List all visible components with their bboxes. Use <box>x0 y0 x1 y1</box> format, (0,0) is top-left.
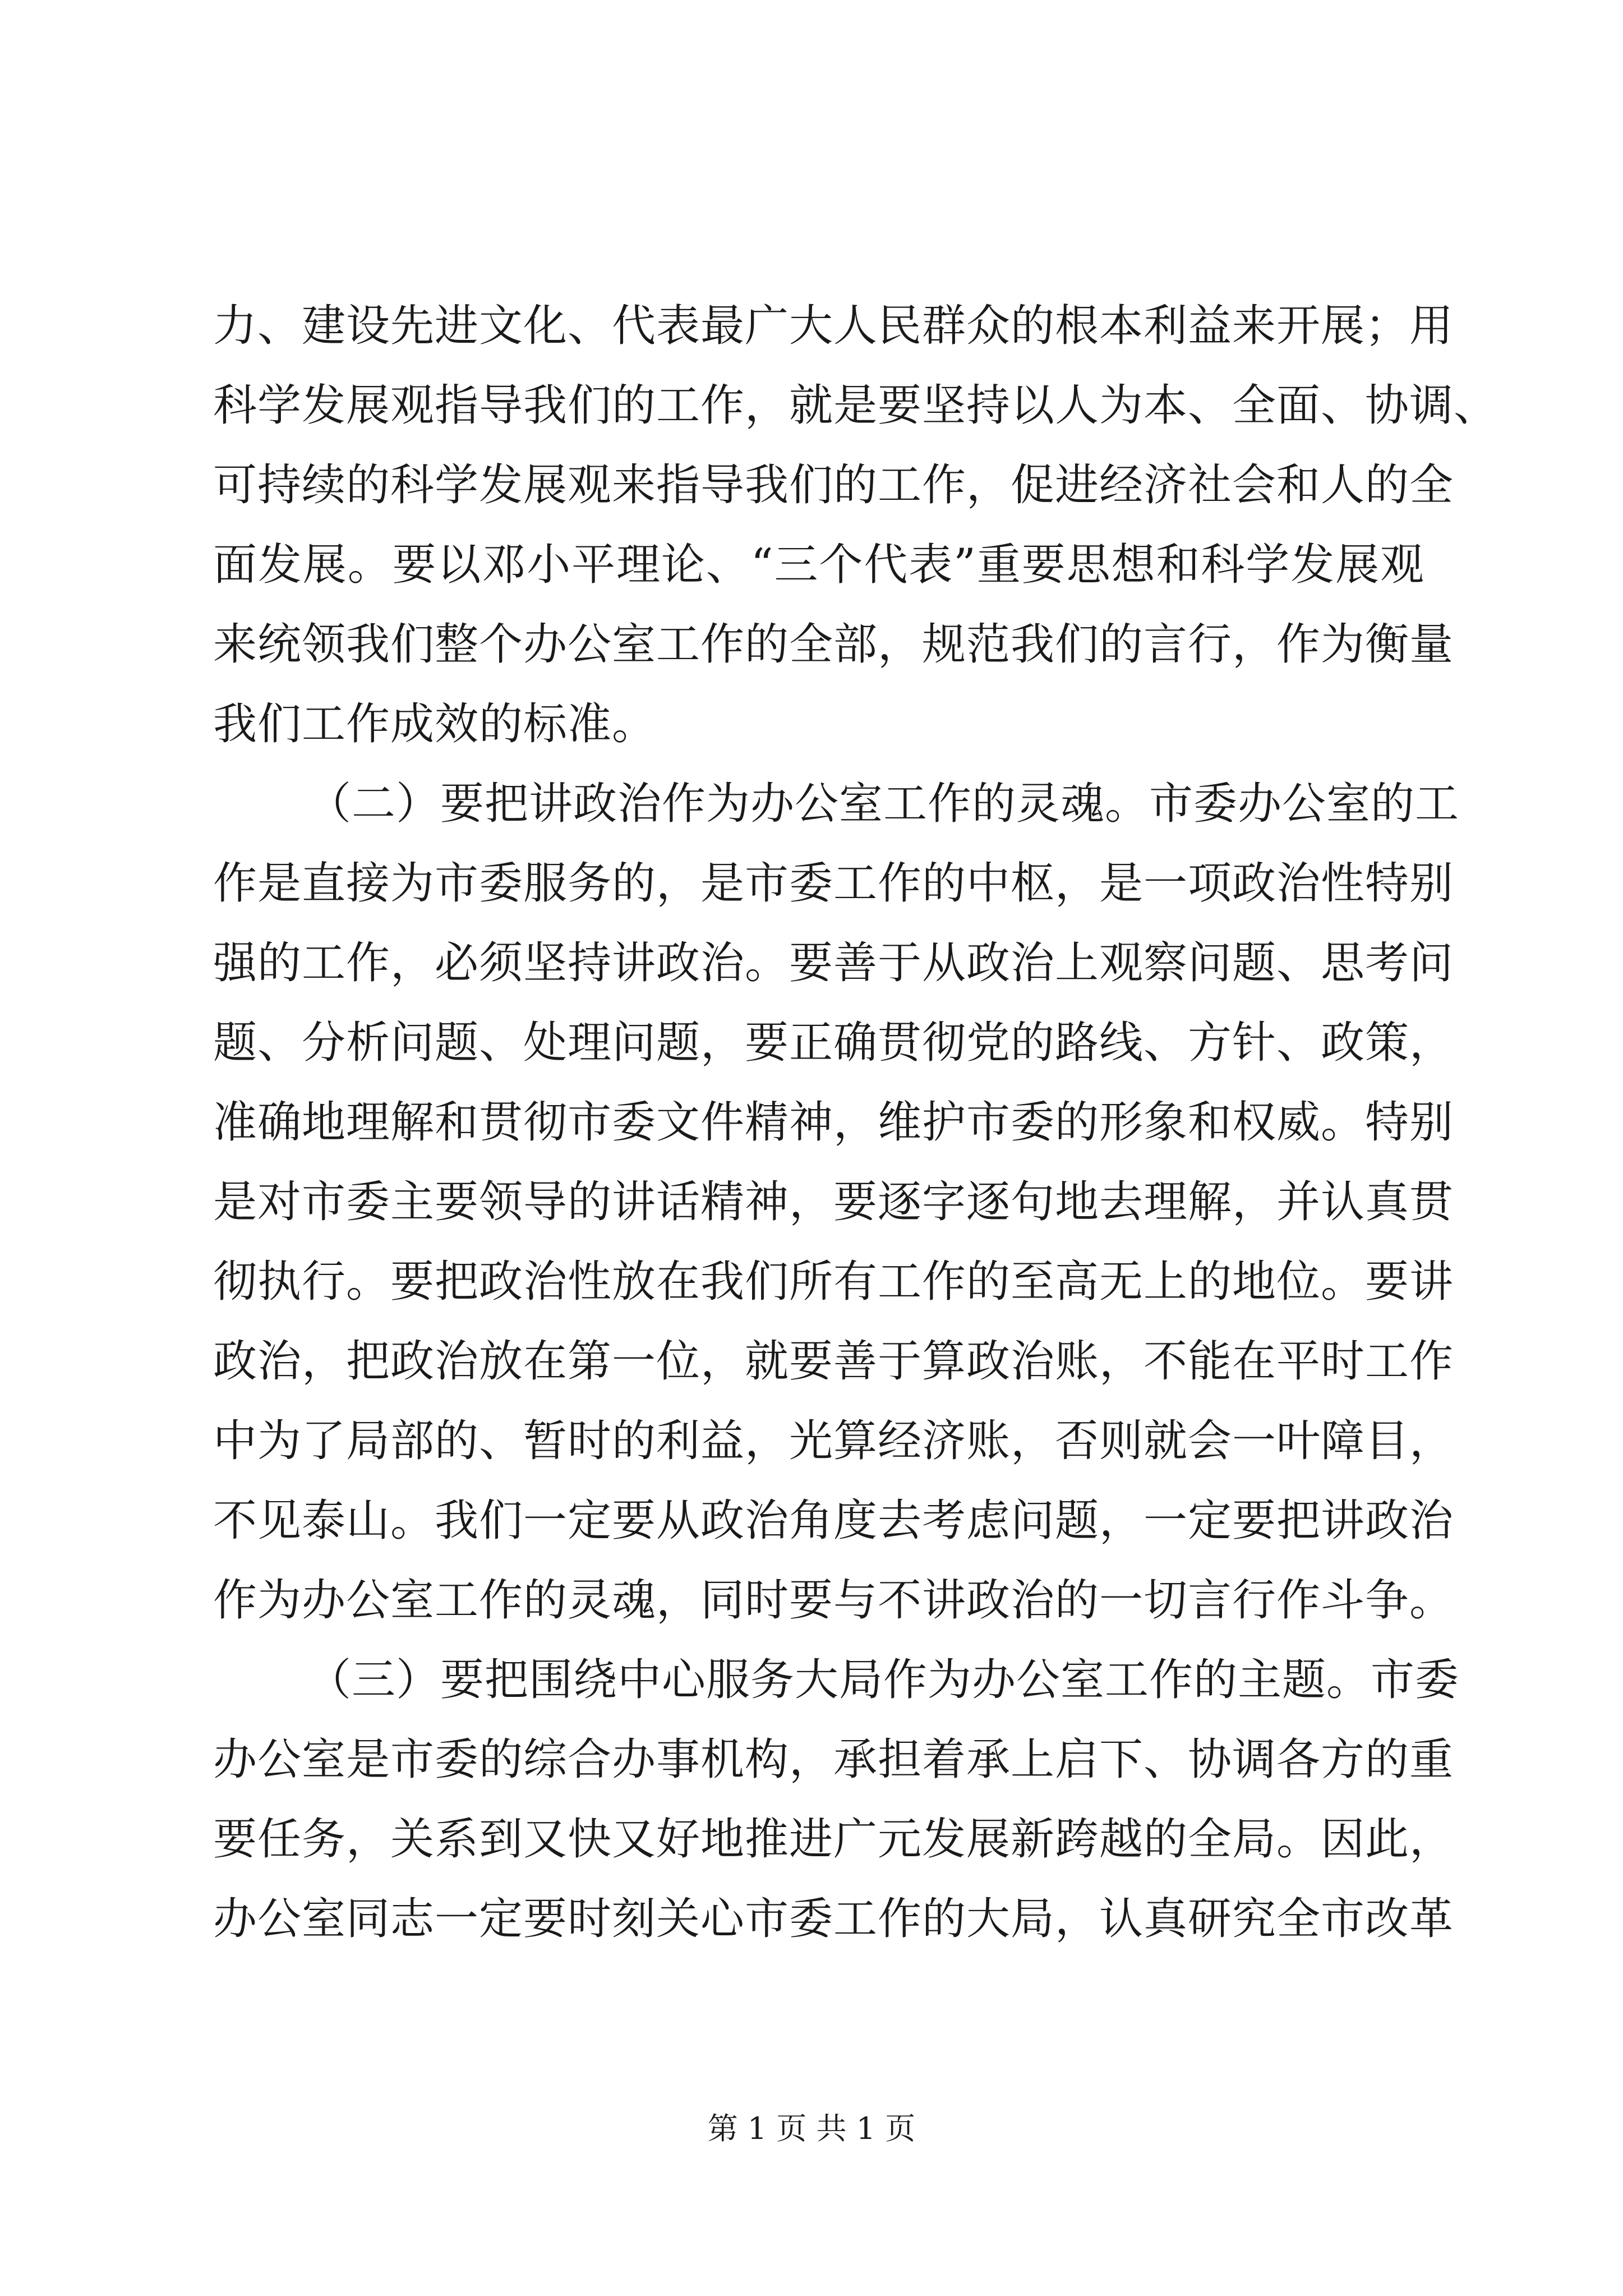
text-line: 我们工作成效的标准。 <box>213 699 657 749</box>
text-line: 面发展。要以邓小平理论、“三个代表”重要思想和科学发展观 <box>213 540 1424 590</box>
text-line: 是对市委主要领导的讲话精神，要逐字逐句地去理解，并认真贯 <box>213 1177 1454 1227</box>
text-line: 要任务，关系到又快又好地推进广元发展新跨越的全局。因此， <box>213 1814 1454 1865</box>
text-line: 题、分析问题、处理问题，要正确贯彻党的路线、方针、政策， <box>213 1018 1454 1068</box>
text-line: 力、建设先进文化、代表最广大人民群众的根本利益来开展；用 <box>213 301 1454 351</box>
page-number-footer: 第 1 页 共 1 页 <box>707 2111 916 2146</box>
paragraph-start-line: （三）要把围绕中心服务大局作为办公室工作的主题。市委 <box>307 1655 1460 1705</box>
text-line: 作是直接为市委服务的，是市委工作的中枢，是一项政治性特别 <box>213 858 1454 909</box>
text-line: 不见泰山。我们一定要从政治角度去考虑问题，一定要把讲政治 <box>213 1496 1454 1546</box>
text-line: 来统领我们整个办公室工作的全部，规范我们的言行，作为衡量 <box>213 619 1454 670</box>
text-line: 作为办公室工作的灵魂，同时要与不讲政治的一切言行作斗争。 <box>213 1575 1454 1626</box>
paragraph-start-line: （二）要把讲政治作为办公室工作的灵魂。市委办公室的工 <box>307 779 1460 829</box>
text-line: 准确地理解和贯彻市委文件精神，维护市委的形象和权威。特别 <box>213 1097 1454 1148</box>
text-line: 科学发展观指导我们的工作，就是要坚持以人为本、全面、协调、 <box>213 380 1498 431</box>
text-line: 办公室是市委的综合办事机构，承担着承上启下、协调各方的重 <box>213 1734 1454 1785</box>
text-line: 强的工作，必须坚持讲政治。要善于从政治上观察问题、思考问 <box>213 938 1454 988</box>
text-line: 政治，把政治放在第一位，就要善于算政治账，不能在平时工作 <box>213 1336 1454 1387</box>
document-body <box>213 286 1498 1959</box>
text-line: 彻执行。要把政治性放在我们所有工作的至高无上的地位。要讲 <box>213 1257 1454 1307</box>
text-line: 办公室同志一定要时刻关心市委工作的大局，认真研究全市改革 <box>213 1894 1454 1944</box>
text-line: 中为了局部的、暂时的利益，光算经济账，否则就会一叶障目， <box>213 1416 1454 1466</box>
text-line: 可持续的科学发展观来指导我们的工作，促进经济社会和人的全 <box>213 460 1454 510</box>
